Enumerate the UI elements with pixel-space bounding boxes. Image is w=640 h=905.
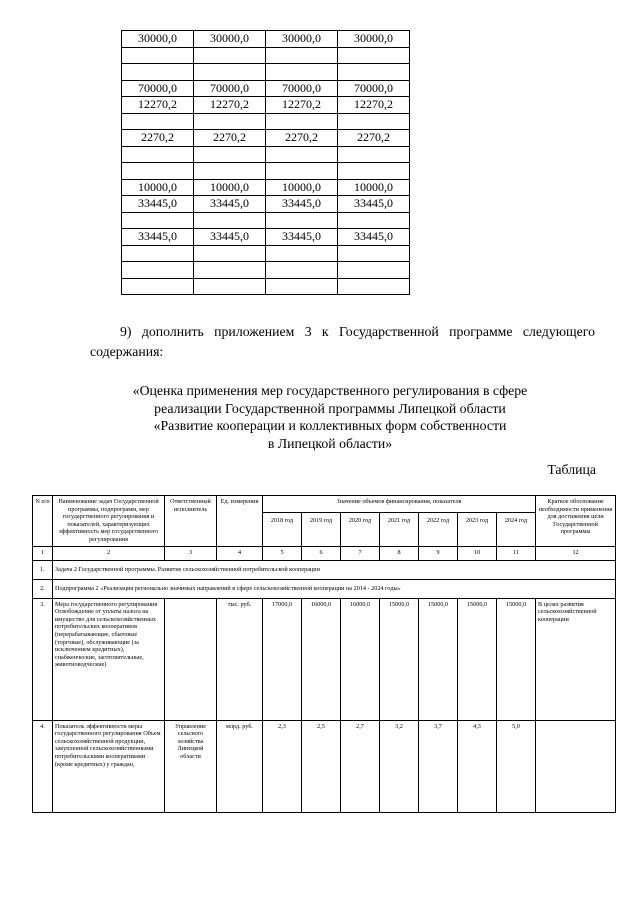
header-year: 2024 год bbox=[497, 513, 536, 547]
top-table-cell bbox=[194, 212, 266, 229]
top-table-cell: 33445,0 bbox=[266, 229, 338, 246]
top-table-cell bbox=[122, 113, 194, 130]
top-table-cell bbox=[266, 212, 338, 229]
indicator-unit: млрд. руб. bbox=[217, 720, 263, 812]
header-year: 2023 год bbox=[458, 513, 497, 547]
top-table-row bbox=[122, 113, 410, 130]
row-num: 2. bbox=[33, 579, 53, 598]
value-cell: 15000,0 bbox=[497, 598, 536, 720]
top-table-cell: 10000,0 bbox=[194, 179, 266, 196]
top-table-cell bbox=[266, 163, 338, 180]
top-table-cell bbox=[122, 163, 194, 180]
heading-line-2: реализации Государственной программы Липецкой области bbox=[154, 400, 506, 416]
top-table-cell bbox=[122, 47, 194, 64]
header-unit: Ед. измерения bbox=[217, 496, 263, 547]
top-table-cell bbox=[338, 163, 410, 180]
column-number: 7 bbox=[341, 546, 380, 560]
top-table-cell bbox=[338, 212, 410, 229]
top-table-cell bbox=[338, 47, 410, 64]
justification-cell bbox=[536, 720, 616, 812]
value-cell: 15000,0 bbox=[419, 598, 458, 720]
top-table-row bbox=[122, 196, 410, 213]
amendment-paragraph: 9) дополнить приложением 3 к Государственной программе следующего содержания: bbox=[90, 324, 595, 359]
top-table-cell: 33445,0 bbox=[122, 229, 194, 246]
top-table-cell: 70000,0 bbox=[194, 80, 266, 97]
top-table-cell bbox=[194, 278, 266, 295]
top-table-cell: 33445,0 bbox=[194, 229, 266, 246]
top-table-cell: 33445,0 bbox=[338, 196, 410, 213]
top-table-cell: 33445,0 bbox=[194, 196, 266, 213]
measure-executor bbox=[165, 598, 217, 720]
top-table-cell bbox=[266, 245, 338, 262]
top-table-row bbox=[122, 229, 410, 246]
top-table-cell bbox=[266, 146, 338, 163]
top-table-cell bbox=[122, 245, 194, 262]
top-table-cell bbox=[194, 146, 266, 163]
top-table-cell: 30000,0 bbox=[266, 31, 338, 48]
top-values-table bbox=[121, 30, 410, 295]
top-table-cell: 70000,0 bbox=[338, 80, 410, 97]
header-year: 2020 год bbox=[341, 513, 380, 547]
value-cell: 15000,0 bbox=[458, 598, 497, 720]
header-row bbox=[33, 496, 616, 513]
top-table-cell: 2270,2 bbox=[266, 130, 338, 147]
table-row bbox=[33, 720, 616, 812]
top-table-row bbox=[122, 278, 410, 295]
top-table-cell: 2270,2 bbox=[338, 130, 410, 147]
header-executor: Ответственный исполнитель bbox=[165, 496, 217, 547]
top-table-cell: 12270,2 bbox=[338, 97, 410, 114]
top-table-cell bbox=[194, 163, 266, 180]
top-table-cell: 33445,0 bbox=[122, 196, 194, 213]
task-text: Задача 2 Государственной программы. Развитие сельскохозяйственной потребительской кооперации bbox=[53, 560, 616, 579]
top-table-cell: 30000,0 bbox=[122, 31, 194, 48]
header-year: 2022 год bbox=[419, 513, 458, 547]
header-year: 2018 год bbox=[263, 513, 302, 547]
top-table-row bbox=[122, 97, 410, 114]
top-table-cell: 10000,0 bbox=[122, 179, 194, 196]
header-year: 2021 год bbox=[380, 513, 419, 547]
top-table-row bbox=[122, 245, 410, 262]
value-cell: 2,7 bbox=[341, 720, 380, 812]
measure-name: Мера государственного регулирования Освобождение от уплаты налога на имущество для сельскохозяйственных потребительских кооперативов (перерабатывающие, сбытовые (торговые), обслуживающие (за исключением кредитных), снабженческие, заготовительные, животноводческие) bbox=[53, 598, 165, 720]
top-table-cell bbox=[338, 64, 410, 81]
top-table-row bbox=[122, 64, 410, 81]
measure-unit: тыс. руб. bbox=[217, 598, 263, 720]
value-cell: 2,5 bbox=[302, 720, 341, 812]
top-table-cell bbox=[122, 262, 194, 279]
top-table-row bbox=[122, 31, 410, 48]
value-cell: 4,3 bbox=[458, 720, 497, 812]
header-year: 2019 год bbox=[302, 513, 341, 547]
top-table-cell bbox=[266, 278, 338, 295]
top-table-cell bbox=[194, 113, 266, 130]
top-table-cell bbox=[266, 113, 338, 130]
top-table-cell bbox=[338, 146, 410, 163]
column-numbers-row bbox=[33, 546, 616, 560]
table-row bbox=[33, 560, 616, 579]
top-table-cell: 30000,0 bbox=[194, 31, 266, 48]
top-table-cell bbox=[338, 245, 410, 262]
indicator-executor: Управление сельского хозяйства Липецкой области bbox=[165, 720, 217, 812]
top-table-cell: 70000,0 bbox=[122, 80, 194, 97]
heading-line-1: «Оценка применения мер государственного регулирования в сфере bbox=[132, 383, 528, 398]
top-table-cell: 2270,2 bbox=[122, 130, 194, 147]
table-row bbox=[33, 598, 616, 720]
subprogram-text: Подпрограмма 2 «Реализация регионально значимых направлений в сфере сельскохозяйственной кооперации на 2014 - 2024 годы» bbox=[53, 579, 616, 598]
top-table-row bbox=[122, 146, 410, 163]
top-table-cell: 12270,2 bbox=[122, 97, 194, 114]
top-table-row bbox=[122, 130, 410, 147]
top-table-cell bbox=[194, 64, 266, 81]
header-num: N п/п bbox=[33, 496, 53, 547]
row-num: 1. bbox=[33, 560, 53, 579]
row-num: 4. bbox=[33, 720, 53, 812]
top-table-row bbox=[122, 80, 410, 97]
column-number: 12 bbox=[536, 546, 616, 560]
top-table-cell bbox=[338, 113, 410, 130]
justification-cell: В целях развития сельскохозяйственной кооперации bbox=[536, 598, 616, 720]
header-values-group: Значение объемов финансирования, показателя bbox=[263, 496, 536, 513]
column-number: 9 bbox=[419, 546, 458, 560]
value-cell: 5,0 bbox=[497, 720, 536, 812]
top-table-cell bbox=[122, 146, 194, 163]
top-table-cell bbox=[122, 64, 194, 81]
value-cell: 16000,0 bbox=[341, 598, 380, 720]
top-table-row bbox=[122, 179, 410, 196]
top-table-cell: 2270,2 bbox=[194, 130, 266, 147]
top-table-cell: 12270,2 bbox=[194, 97, 266, 114]
value-cell: 2,3 bbox=[263, 720, 302, 812]
top-table-cell bbox=[338, 262, 410, 279]
heading-line-4: в Липецкой области» bbox=[267, 435, 393, 451]
column-number: 11 bbox=[497, 546, 536, 560]
header-name: Наименование задач Государственной программы, подпрограмм, мер государственного регулирования и показателей, характеризующих эффективность мер государственного регулирования bbox=[53, 496, 165, 547]
top-table-cell: 12270,2 bbox=[266, 97, 338, 114]
value-cell: 3,7 bbox=[419, 720, 458, 812]
top-table-cell: 33445,0 bbox=[338, 229, 410, 246]
top-table-cell: 10000,0 bbox=[266, 179, 338, 196]
heading-line-3: «Развитие кооперации и коллективных форм собственности bbox=[153, 418, 507, 433]
column-number: 8 bbox=[380, 546, 419, 560]
value-cell: 17000,0 bbox=[263, 598, 302, 720]
top-table-row bbox=[122, 47, 410, 64]
table-label: Таблица bbox=[547, 462, 596, 477]
top-table-cell bbox=[122, 212, 194, 229]
value-cell: 15000,0 bbox=[380, 598, 419, 720]
top-table-row bbox=[122, 163, 410, 180]
value-cell: 3,2 bbox=[380, 720, 419, 812]
column-number: 4 bbox=[217, 546, 263, 560]
top-table-cell bbox=[122, 278, 194, 295]
value-cell: 16000,0 bbox=[302, 598, 341, 720]
top-table-cell bbox=[194, 245, 266, 262]
column-number: 5 bbox=[263, 546, 302, 560]
header-justification: Краткое обоснование необходимости применения для достижения цели Государственной программы bbox=[536, 496, 616, 547]
indicator-name: Показатель эффективности меры государственного регулирования Объем сельскохозяйственной продукции, закупленной сельскохозяйственными потребительскими кооперативами (кроме кредитных) у граждан, bbox=[53, 720, 165, 812]
top-table-cell bbox=[266, 64, 338, 81]
top-table-row bbox=[122, 262, 410, 279]
top-table-cell bbox=[338, 278, 410, 295]
top-table-row bbox=[122, 212, 410, 229]
top-table-cell: 30000,0 bbox=[338, 31, 410, 48]
row-num: 3. bbox=[33, 598, 53, 720]
column-number: 10 bbox=[458, 546, 497, 560]
column-number: 2 bbox=[53, 546, 165, 560]
top-table-cell: 10000,0 bbox=[338, 179, 410, 196]
regulation-assessment-table bbox=[32, 495, 616, 813]
top-table-cell bbox=[266, 262, 338, 279]
table-row bbox=[33, 579, 616, 598]
top-table-cell bbox=[194, 262, 266, 279]
top-table-cell bbox=[194, 47, 266, 64]
column-number: 3 bbox=[165, 546, 217, 560]
top-table-cell: 33445,0 bbox=[266, 196, 338, 213]
column-number: 1 bbox=[33, 546, 53, 560]
column-number: 6 bbox=[302, 546, 341, 560]
top-table-cell bbox=[266, 47, 338, 64]
appendix-heading bbox=[100, 382, 560, 452]
top-table-cell: 70000,0 bbox=[266, 80, 338, 97]
